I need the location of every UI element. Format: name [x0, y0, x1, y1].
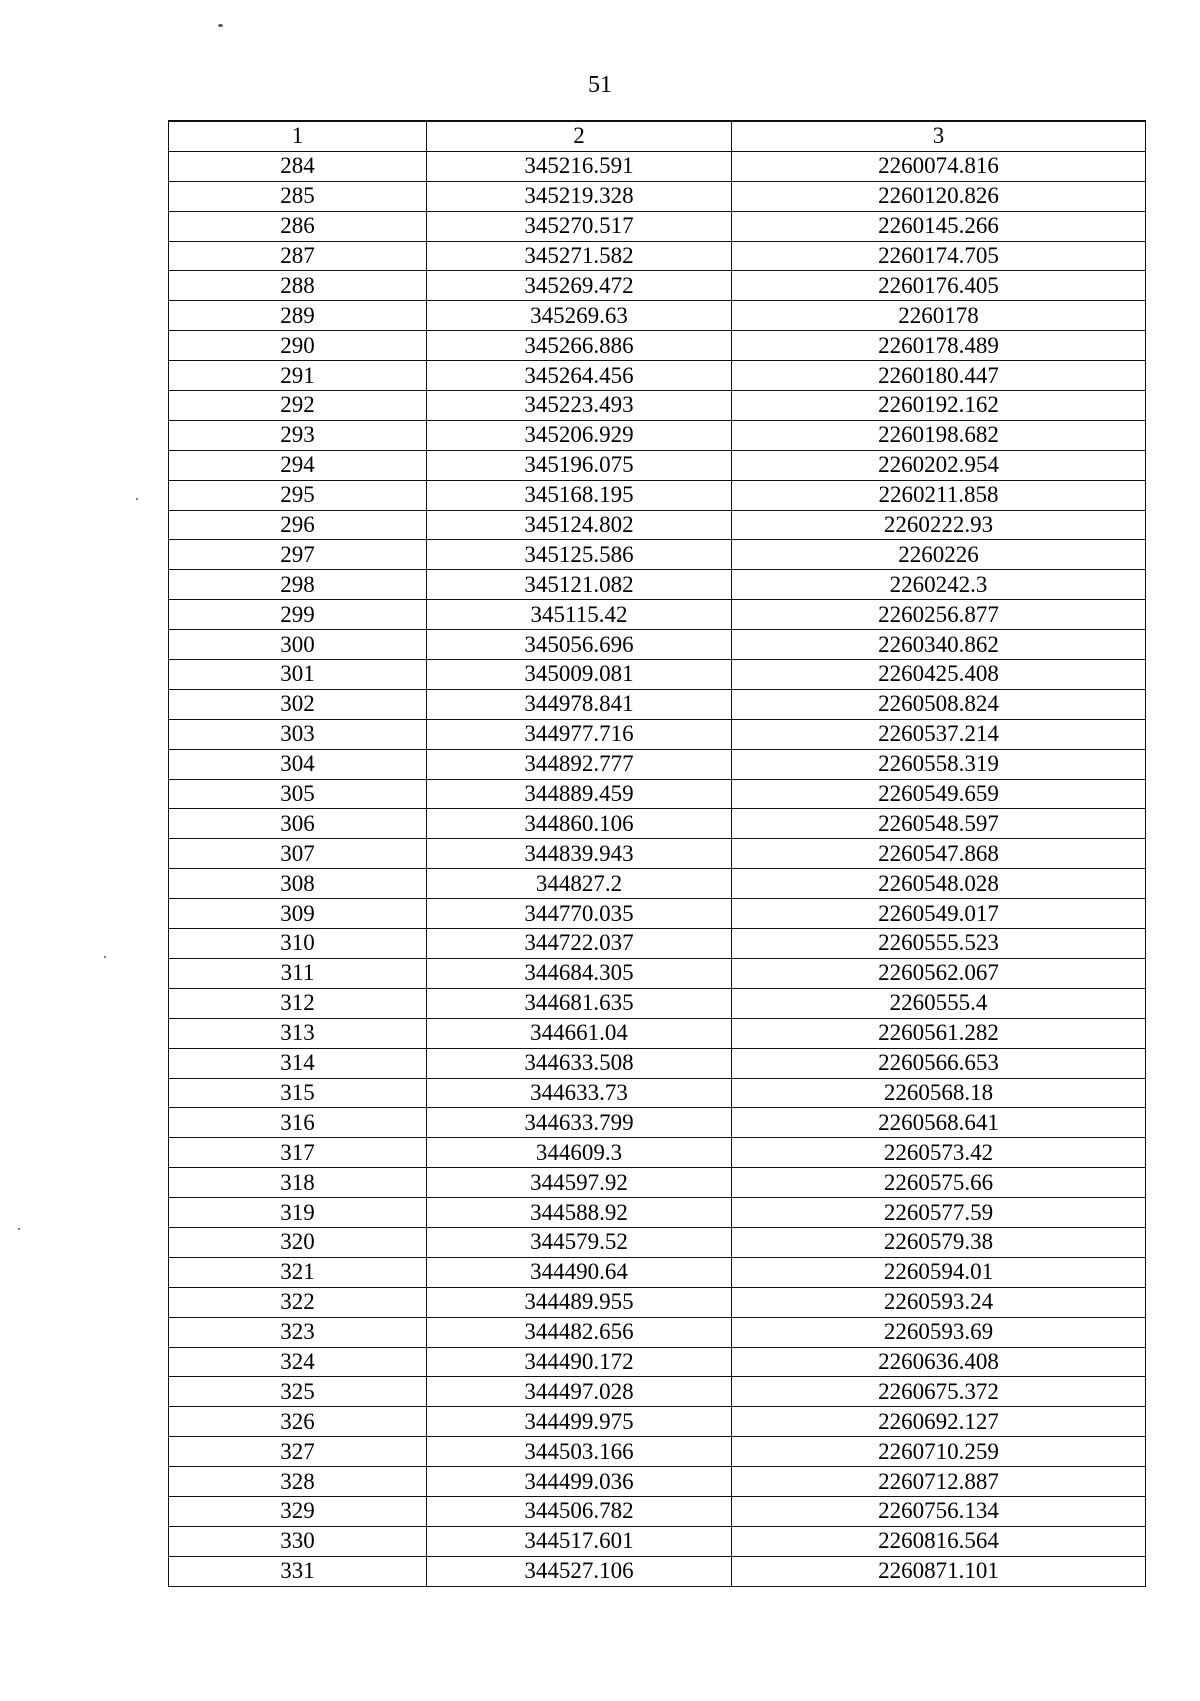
- x-coordinate-cell: 345206.929: [427, 420, 732, 450]
- table-row: [169, 540, 1146, 570]
- table-row: [169, 1526, 1146, 1556]
- point-number-cell: 316: [169, 1108, 427, 1138]
- table-row: [169, 1467, 1146, 1497]
- point-number-cell: 331: [169, 1556, 427, 1586]
- coordinates-table: [168, 120, 1146, 1587]
- y-coordinate-cell: 2260226: [732, 540, 1146, 570]
- y-coordinate-cell: 2260537.214: [732, 719, 1146, 749]
- y-coordinate-cell: 2260222.93: [732, 510, 1146, 540]
- table-row: [169, 510, 1146, 540]
- x-coordinate-cell: 345266.886: [427, 331, 732, 361]
- table-row: [169, 719, 1146, 749]
- x-coordinate-cell: 345125.586: [427, 540, 732, 570]
- table-header-row: [169, 121, 1146, 151]
- table-row: [169, 689, 1146, 719]
- x-coordinate-cell: 344497.028: [427, 1377, 732, 1407]
- x-coordinate-cell: 344490.64: [427, 1257, 732, 1287]
- table-row: [169, 958, 1146, 988]
- point-number-cell: 321: [169, 1257, 427, 1287]
- table-row: [169, 1168, 1146, 1198]
- y-coordinate-cell: 2260561.282: [732, 1018, 1146, 1048]
- point-number-cell: 294: [169, 450, 427, 480]
- point-number-cell: 298: [169, 570, 427, 600]
- table-row: [169, 1317, 1146, 1347]
- table-row: [169, 1287, 1146, 1317]
- x-coordinate-cell: 345264.456: [427, 361, 732, 391]
- table-row: [169, 809, 1146, 839]
- x-coordinate-cell: 344517.601: [427, 1526, 732, 1556]
- x-coordinate-cell: 345168.195: [427, 480, 732, 510]
- x-coordinate-cell: 344527.106: [427, 1556, 732, 1586]
- y-coordinate-cell: 2260074.816: [732, 151, 1146, 181]
- x-coordinate-cell: 344633.508: [427, 1048, 732, 1078]
- x-coordinate-cell: 344770.035: [427, 899, 732, 929]
- point-number-cell: 322: [169, 1287, 427, 1317]
- y-coordinate-cell: 2260568.641: [732, 1108, 1146, 1138]
- y-coordinate-cell: 2260548.597: [732, 809, 1146, 839]
- table-row: [169, 1048, 1146, 1078]
- x-coordinate-cell: 345196.075: [427, 450, 732, 480]
- x-coordinate-cell: 344661.04: [427, 1018, 732, 1048]
- table-row: [169, 660, 1146, 690]
- y-coordinate-cell: 2260548.028: [732, 869, 1146, 899]
- point-number-cell: 303: [169, 719, 427, 749]
- y-coordinate-cell: 2260176.405: [732, 271, 1146, 301]
- point-number-cell: 311: [169, 958, 427, 988]
- y-coordinate-cell: 2260178: [732, 301, 1146, 331]
- table-row: [169, 1018, 1146, 1048]
- point-number-cell: 305: [169, 779, 427, 809]
- table-row: [169, 391, 1146, 421]
- table-row: [169, 1078, 1146, 1108]
- point-number-cell: 308: [169, 869, 427, 899]
- column-header-1: 1: [169, 121, 427, 151]
- table-row: [169, 839, 1146, 869]
- table-row: [169, 570, 1146, 600]
- y-coordinate-cell: 2260593.69: [732, 1317, 1146, 1347]
- coordinates-table-container: [168, 120, 1145, 1587]
- x-coordinate-cell: 345009.081: [427, 660, 732, 690]
- y-coordinate-cell: 2260211.858: [732, 480, 1146, 510]
- page-number: 51: [588, 72, 612, 98]
- y-coordinate-cell: 2260871.101: [732, 1556, 1146, 1586]
- y-coordinate-cell: 2260579.38: [732, 1227, 1146, 1257]
- table-row: [169, 361, 1146, 391]
- x-coordinate-cell: 344490.172: [427, 1347, 732, 1377]
- y-coordinate-cell: 2260508.824: [732, 689, 1146, 719]
- y-coordinate-cell: 2260145.266: [732, 211, 1146, 241]
- point-number-cell: 289: [169, 301, 427, 331]
- x-coordinate-cell: 344633.799: [427, 1108, 732, 1138]
- point-number-cell: 288: [169, 271, 427, 301]
- table-row: [169, 1496, 1146, 1526]
- y-coordinate-cell: 2260756.134: [732, 1496, 1146, 1526]
- x-coordinate-cell: 345121.082: [427, 570, 732, 600]
- point-number-cell: 310: [169, 929, 427, 959]
- table-row: [169, 211, 1146, 241]
- table-row: [169, 1556, 1146, 1586]
- x-coordinate-cell: 344506.782: [427, 1496, 732, 1526]
- x-coordinate-cell: 345223.493: [427, 391, 732, 421]
- y-coordinate-cell: 2260549.659: [732, 779, 1146, 809]
- point-number-cell: 328: [169, 1467, 427, 1497]
- y-coordinate-cell: 2260174.705: [732, 241, 1146, 271]
- scan-speck: [104, 956, 106, 958]
- table-row: [169, 1347, 1146, 1377]
- x-coordinate-cell: 344978.841: [427, 689, 732, 719]
- x-coordinate-cell: 344489.955: [427, 1287, 732, 1317]
- y-coordinate-cell: 2260425.408: [732, 660, 1146, 690]
- table-row: [169, 450, 1146, 480]
- point-number-cell: 307: [169, 839, 427, 869]
- point-number-cell: 292: [169, 391, 427, 421]
- y-coordinate-cell: 2260573.42: [732, 1138, 1146, 1168]
- point-number-cell: 285: [169, 181, 427, 211]
- x-coordinate-cell: 344892.777: [427, 749, 732, 779]
- y-coordinate-cell: 2260594.01: [732, 1257, 1146, 1287]
- point-number-cell: 309: [169, 899, 427, 929]
- y-coordinate-cell: 2260636.408: [732, 1347, 1146, 1377]
- x-coordinate-cell: 345056.696: [427, 630, 732, 660]
- table-row: [169, 600, 1146, 630]
- x-coordinate-cell: 344633.73: [427, 1078, 732, 1108]
- x-coordinate-cell: 345270.517: [427, 211, 732, 241]
- point-number-cell: 329: [169, 1496, 427, 1526]
- point-number-cell: 295: [169, 480, 427, 510]
- table-row: [169, 1407, 1146, 1437]
- table-row: [169, 1227, 1146, 1257]
- point-number-cell: 286: [169, 211, 427, 241]
- point-number-cell: 330: [169, 1526, 427, 1556]
- y-coordinate-cell: 2260547.868: [732, 839, 1146, 869]
- y-coordinate-cell: 2260242.3: [732, 570, 1146, 600]
- table-row: [169, 151, 1146, 181]
- point-number-cell: 296: [169, 510, 427, 540]
- table-row: [169, 749, 1146, 779]
- table-row: [169, 1198, 1146, 1228]
- x-coordinate-cell: 344579.52: [427, 1227, 732, 1257]
- table-row: [169, 899, 1146, 929]
- table-row: [169, 241, 1146, 271]
- point-number-cell: 326: [169, 1407, 427, 1437]
- point-number-cell: 291: [169, 361, 427, 391]
- point-number-cell: 293: [169, 420, 427, 450]
- x-coordinate-cell: 344827.2: [427, 869, 732, 899]
- x-coordinate-cell: 344482.656: [427, 1317, 732, 1347]
- y-coordinate-cell: 2260192.162: [732, 391, 1146, 421]
- y-coordinate-cell: 2260566.653: [732, 1048, 1146, 1078]
- y-coordinate-cell: 2260575.66: [732, 1168, 1146, 1198]
- table-row: [169, 869, 1146, 899]
- point-number-cell: 312: [169, 988, 427, 1018]
- y-coordinate-cell: 2260549.017: [732, 899, 1146, 929]
- point-number-cell: 299: [169, 600, 427, 630]
- table-row: [169, 1257, 1146, 1287]
- point-number-cell: 290: [169, 331, 427, 361]
- table-body: [169, 151, 1146, 1586]
- point-number-cell: 306: [169, 809, 427, 839]
- y-coordinate-cell: 2260340.862: [732, 630, 1146, 660]
- y-coordinate-cell: 2260180.447: [732, 361, 1146, 391]
- x-coordinate-cell: 345219.328: [427, 181, 732, 211]
- table-row: [169, 1108, 1146, 1138]
- x-coordinate-cell: 344681.635: [427, 988, 732, 1018]
- y-coordinate-cell: 2260692.127: [732, 1407, 1146, 1437]
- y-coordinate-cell: 2260555.4: [732, 988, 1146, 1018]
- point-number-cell: 325: [169, 1377, 427, 1407]
- x-coordinate-cell: 344889.459: [427, 779, 732, 809]
- y-coordinate-cell: 2260558.319: [732, 749, 1146, 779]
- point-number-cell: 314: [169, 1048, 427, 1078]
- y-coordinate-cell: 2260562.067: [732, 958, 1146, 988]
- scan-speck: [218, 24, 223, 27]
- column-header-2: 2: [427, 121, 732, 151]
- table-row: [169, 779, 1146, 809]
- x-coordinate-cell: 345269.472: [427, 271, 732, 301]
- table-row: [169, 929, 1146, 959]
- point-number-cell: 319: [169, 1198, 427, 1228]
- x-coordinate-cell: 344499.975: [427, 1407, 732, 1437]
- x-coordinate-cell: 345115.42: [427, 600, 732, 630]
- scan-speck: [136, 498, 138, 500]
- table-row: [169, 420, 1146, 450]
- table-row: [169, 1437, 1146, 1467]
- point-number-cell: 320: [169, 1227, 427, 1257]
- x-coordinate-cell: 345124.802: [427, 510, 732, 540]
- x-coordinate-cell: 344977.716: [427, 719, 732, 749]
- x-coordinate-cell: 344722.037: [427, 929, 732, 959]
- x-coordinate-cell: 344684.305: [427, 958, 732, 988]
- y-coordinate-cell: 2260568.18: [732, 1078, 1146, 1108]
- y-coordinate-cell: 2260577.59: [732, 1198, 1146, 1228]
- point-number-cell: 301: [169, 660, 427, 690]
- point-number-cell: 315: [169, 1078, 427, 1108]
- x-coordinate-cell: 344499.036: [427, 1467, 732, 1497]
- table-row: [169, 301, 1146, 331]
- x-coordinate-cell: 345216.591: [427, 151, 732, 181]
- y-coordinate-cell: 2260675.372: [732, 1377, 1146, 1407]
- x-coordinate-cell: 344839.943: [427, 839, 732, 869]
- point-number-cell: 327: [169, 1437, 427, 1467]
- y-coordinate-cell: 2260178.489: [732, 331, 1146, 361]
- y-coordinate-cell: 2260555.523: [732, 929, 1146, 959]
- x-coordinate-cell: 344609.3: [427, 1138, 732, 1168]
- table-row: [169, 630, 1146, 660]
- point-number-cell: 324: [169, 1347, 427, 1377]
- table-row: [169, 1377, 1146, 1407]
- y-coordinate-cell: 2260593.24: [732, 1287, 1146, 1317]
- table-row: [169, 1138, 1146, 1168]
- point-number-cell: 302: [169, 689, 427, 719]
- y-coordinate-cell: 2260710.259: [732, 1437, 1146, 1467]
- point-number-cell: 323: [169, 1317, 427, 1347]
- y-coordinate-cell: 2260816.564: [732, 1526, 1146, 1556]
- x-coordinate-cell: 344588.92: [427, 1198, 732, 1228]
- y-coordinate-cell: 2260198.682: [732, 420, 1146, 450]
- x-coordinate-cell: 344597.92: [427, 1168, 732, 1198]
- scan-speck: [18, 1228, 20, 1230]
- table-row: [169, 988, 1146, 1018]
- table-row: [169, 331, 1146, 361]
- x-coordinate-cell: 345269.63: [427, 301, 732, 331]
- table-row: [169, 181, 1146, 211]
- point-number-cell: 318: [169, 1168, 427, 1198]
- x-coordinate-cell: 345271.582: [427, 241, 732, 271]
- y-coordinate-cell: 2260712.887: [732, 1467, 1146, 1497]
- y-coordinate-cell: 2260202.954: [732, 450, 1146, 480]
- point-number-cell: 317: [169, 1138, 427, 1168]
- y-coordinate-cell: 2260256.877: [732, 600, 1146, 630]
- point-number-cell: 284: [169, 151, 427, 181]
- point-number-cell: 304: [169, 749, 427, 779]
- y-coordinate-cell: 2260120.826: [732, 181, 1146, 211]
- x-coordinate-cell: 344860.106: [427, 809, 732, 839]
- point-number-cell: 297: [169, 540, 427, 570]
- point-number-cell: 300: [169, 630, 427, 660]
- x-coordinate-cell: 344503.166: [427, 1437, 732, 1467]
- point-number-cell: 313: [169, 1018, 427, 1048]
- column-header-3: 3: [732, 121, 1146, 151]
- point-number-cell: 287: [169, 241, 427, 271]
- table-row: [169, 271, 1146, 301]
- table-row: [169, 480, 1146, 510]
